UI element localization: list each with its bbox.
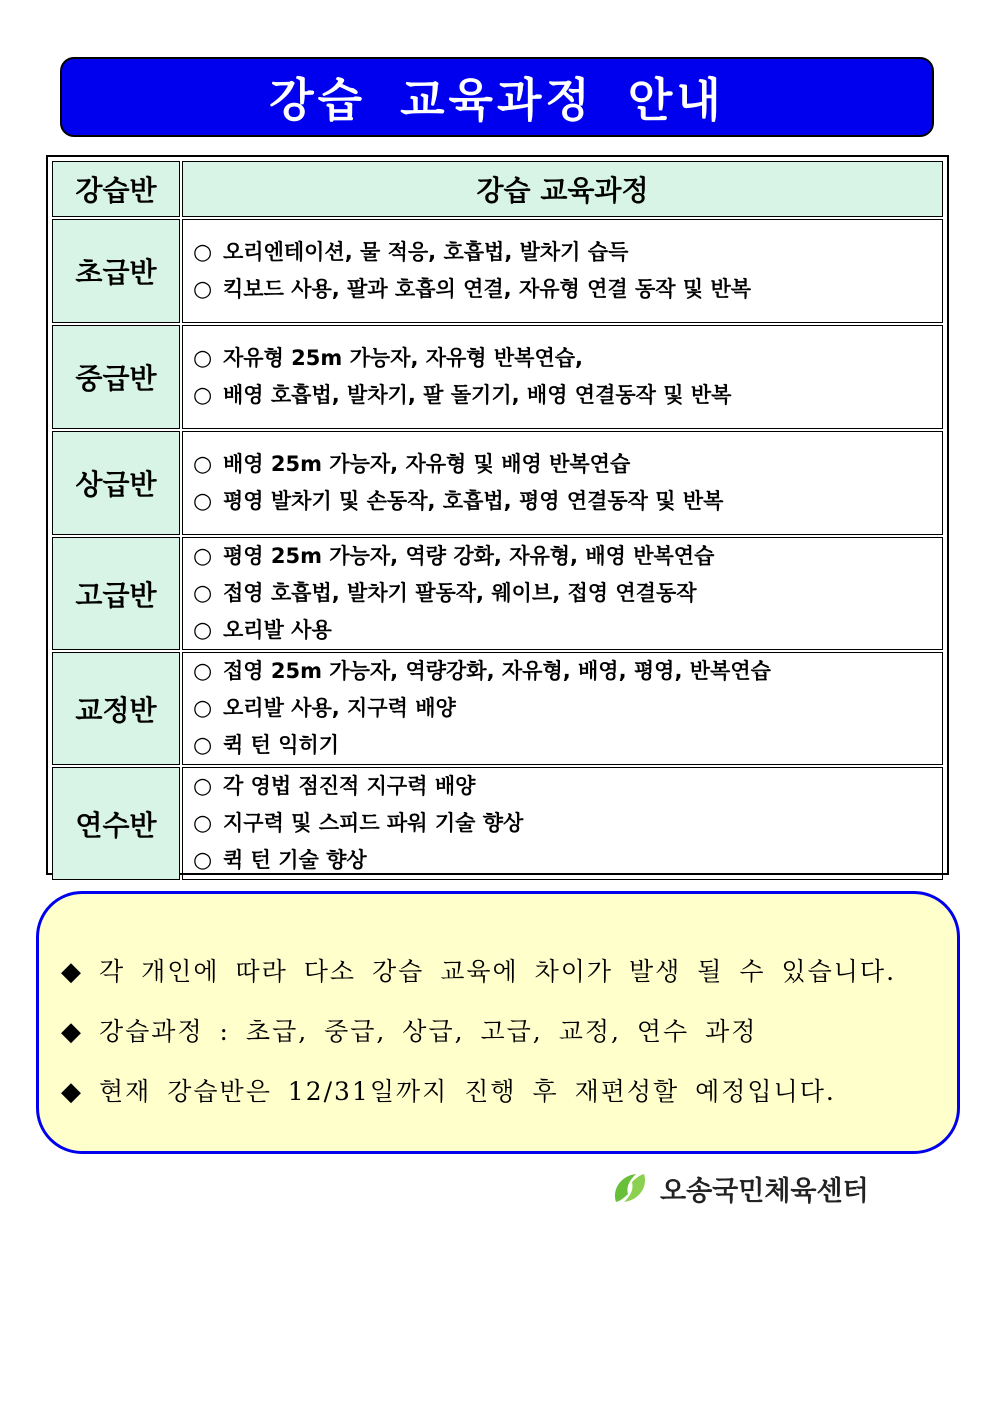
table-row <box>52 325 943 429</box>
circle-bullet-icon: ○ <box>193 696 213 721</box>
list-item: ○ 접영 호흡법, 발차기 팔동작, 웨이브, 접영 연결동작 <box>193 575 942 612</box>
list-item: ○ 평영 발차기 및 손동작, 호흡법, 평영 연결동작 및 반복 <box>193 483 942 520</box>
course-table <box>46 155 949 875</box>
circle-bullet-icon: ○ <box>193 240 213 265</box>
list-item: ○ 평영 25m 가능자, 역량 강화, 자유형, 배영 반복연습 <box>193 538 942 575</box>
class-column-header: 강습반 <box>52 161 180 217</box>
list-item: ○ 오리발 사용 <box>193 612 942 649</box>
table-row <box>52 219 943 323</box>
center-logo <box>610 1166 869 1210</box>
class-name: 교정반 <box>52 652 180 765</box>
list-item: ○ 자유형 25m 가능자, 자유형 반복연습, <box>193 340 942 377</box>
list-item: ○ 배영 25m 가능자, 자유형 및 배영 반복연습 <box>193 446 942 483</box>
notice-item: ◆ 각 개인에 따라 다소 강습 교육에 차이가 발생 될 수 있습니다. <box>61 942 957 1002</box>
table-row <box>52 652 943 765</box>
diamond-bullet-icon: ◆ <box>61 1017 81 1047</box>
notice-item: ◆ 강습과정 : 초급, 중급, 상급, 고급, 교정, 연수 과정 <box>61 1002 957 1062</box>
list-item: ○ 지구력 및 스피드 파워 기술 향상 <box>193 805 942 842</box>
circle-bullet-icon: ○ <box>193 848 213 873</box>
list-item: ○ 접영 25m 가능자, 역량강화, 자유형, 배영, 평영, 반복연습 <box>193 653 942 690</box>
list-item: ○ 배영 호흡법, 발차기, 팔 돌기기, 배영 연결동작 및 반복 <box>193 377 942 414</box>
class-name: 중급반 <box>52 325 180 429</box>
table-row <box>52 537 943 650</box>
table-header-row <box>52 161 943 217</box>
circle-bullet-icon: ○ <box>193 618 213 643</box>
circle-bullet-icon: ○ <box>193 811 213 836</box>
class-content <box>182 537 943 650</box>
center-name: 오송국민체육센터 <box>660 1175 869 1207</box>
list-item: ○ 퀵 턴 익히기 <box>193 727 942 764</box>
table-row <box>52 767 943 880</box>
circle-bullet-icon: ○ <box>193 346 213 371</box>
circle-bullet-icon: ○ <box>193 277 213 302</box>
circle-bullet-icon: ○ <box>193 774 213 799</box>
circle-bullet-icon: ○ <box>193 659 213 684</box>
circle-bullet-icon: ○ <box>193 733 213 758</box>
class-name: 연수반 <box>52 767 180 880</box>
list-item: ○ 퀵 턴 기술 향상 <box>193 842 942 879</box>
class-content <box>182 652 943 765</box>
class-content <box>182 325 943 429</box>
class-name: 초급반 <box>52 219 180 323</box>
leaf-logo-icon <box>610 1168 650 1208</box>
class-content <box>182 767 943 880</box>
circle-bullet-icon: ○ <box>193 581 213 606</box>
circle-bullet-icon: ○ <box>193 452 213 477</box>
notice-box <box>36 891 960 1154</box>
class-name: 상급반 <box>52 431 180 535</box>
list-item: ○ 킥보드 사용, 팔과 호흡의 연결, 자유형 연결 동작 및 반복 <box>193 271 942 308</box>
circle-bullet-icon: ○ <box>193 383 213 408</box>
class-content <box>182 431 943 535</box>
title-banner <box>60 57 934 137</box>
circle-bullet-icon: ○ <box>193 544 213 569</box>
diamond-bullet-icon: ◆ <box>61 1077 81 1107</box>
page-title: 강습 교육과정 안내 <box>269 73 725 127</box>
diamond-bullet-icon: ◆ <box>61 957 81 987</box>
content-column-header: 강습 교육과정 <box>182 161 943 217</box>
list-item: ○ 각 영법 점진적 지구력 배양 <box>193 768 942 805</box>
notice-item: ◆ 현재 강습반은 12/31일까지 진행 후 재편성할 예정입니다. <box>61 1062 957 1122</box>
table-row <box>52 431 943 535</box>
list-item: ○ 오리엔테이션, 물 적응, 호흡법, 발차기 습득 <box>193 234 942 271</box>
list-item: ○ 오리발 사용, 지구력 배양 <box>193 690 942 727</box>
class-content <box>182 219 943 323</box>
circle-bullet-icon: ○ <box>193 489 213 514</box>
class-name: 고급반 <box>52 537 180 650</box>
